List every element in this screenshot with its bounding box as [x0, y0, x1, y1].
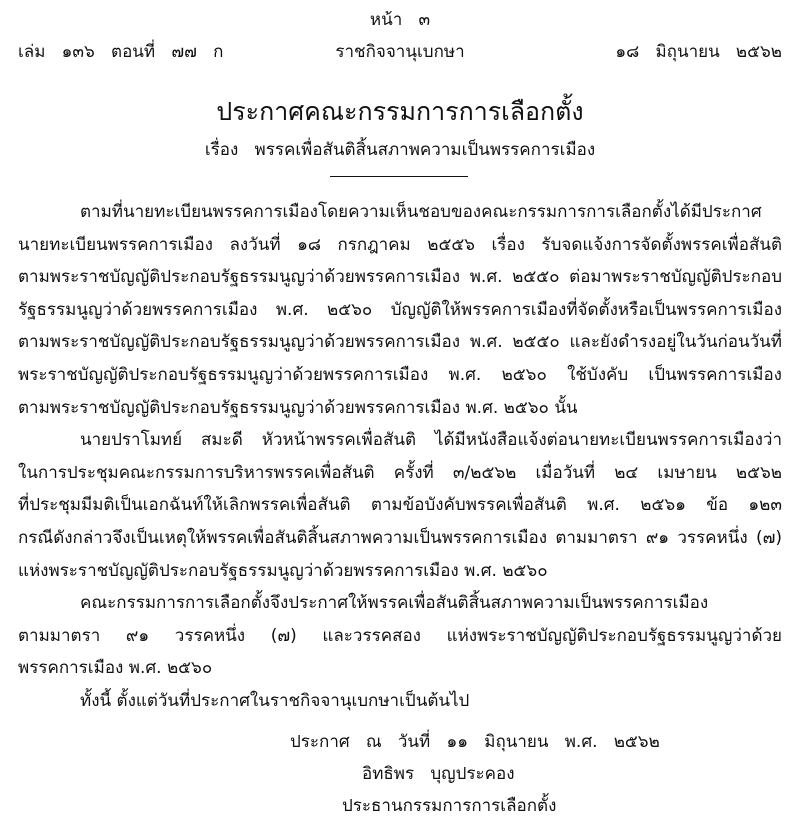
body-line: กรณีดังกล่าวจึงเป็นเหตุให้พรรคเพื่อสันติสิ้นสภาพความเป็นพรรคการเมือง ตามมาตรา ๙๑ วรรคหนึ่ง (๗) [18, 527, 782, 548]
body-line: ตามพระราชบัญญัติประกอบรัฐธรรมนูญว่าด้วยพรรคการเมือง พ.ศ. ๒๕๖๐ นั้น [18, 397, 578, 418]
announcement-subject: เรื่อง พรรคเพื่อสันติสิ้นสภาพความเป็นพรรคการเมือง [204, 140, 596, 160]
body-line: ตามพระราชบัญญัติประกอบรัฐธรรมนูญว่าด้วยพรรคการเมือง พ.ศ. ๒๕๕๐ และยังดำรงอยู่ในวันก่อนวันที่ [18, 332, 782, 353]
body-line: คณะกรรมการการเลือกตั้งจึงประกาศให้พรรคเพื่อสันติสิ้นสภาพความเป็นพรรคการเมือง [80, 593, 709, 614]
announcement-body [18, 196, 782, 718]
body-line: ที่ประชุมมีมติเป็นเอกฉันท์ให้เลิกพรรคเพื่อสันติ ตามข้อบังคับพรรคเพื่อสันติ พ.ศ. ๒๕๖๑ ข้อ ๑๒๓ [18, 495, 782, 516]
body-line: แห่งพระราชบัญญัติประกอบรัฐธรรมนูญว่าด้วยพรรคการเมือง พ.ศ. ๒๕๖๐ [18, 560, 548, 581]
body-line: พระราชบัญญัติประกอบรัฐธรรมนูญว่าด้วยพรรคการเมือง พ.ศ. ๒๕๖๐ ใช้บังคับ เป็นพรรคการเมือง [18, 364, 782, 385]
body-line: นายทะเบียนพรรคการเมือง ลงวันที่ ๑๘ กรกฎาคม ๒๕๕๖ เรื่อง รับจดแจ้งการจัดตั้งพรรคเพื่อสันติ [18, 234, 782, 255]
publication-date: ๑๘ มิถุนายน ๒๕๖๒ [615, 42, 782, 62]
body-line: ตามมาตรา ๙๑ วรรคหนึ่ง (๗) และวรรคสอง แห่งพระราชบัญญัติประกอบรัฐธรรมนูญว่าด้วย [18, 625, 782, 646]
body-line: ตามที่นายทะเบียนพรรคการเมืองโดยความเห็นชอบของคณะกรรมการการเลือกตั้งได้มีประกาศ [80, 202, 762, 222]
page-number: หน้า ๓ [369, 10, 431, 30]
body-line: ตามพระราชบัญญัติประกอบรัฐธรรมนูญว่าด้วยพรรคการเมือง พ.ศ. ๒๕๕๐ ต่อมาพระราชบัญญัติประกอบ [18, 267, 782, 288]
signature-block [290, 726, 690, 822]
body-line: ทั้งนี้ ตั้งแต่วันที่ประกาศในราชกิจจานุเบกษาเป็นต้นไป [80, 690, 470, 711]
title-divider [330, 176, 468, 177]
body-line: พรรคการเมือง พ.ศ. ๒๕๖๐ [18, 658, 213, 679]
announcement-title: ประกาศคณะกรรมการการเลือกตั้ง [216, 97, 584, 126]
body-line: นายปราโมทย์ สมะดี หัวหน้าพรรคเพื่อสันติ ได้มีหนังสือแจ้งต่อนายทะเบียนพรรคการเมืองว่า [80, 430, 782, 451]
volume-issue: เล่ม ๑๓๖ ตอนที่ ๗๗ ก [18, 42, 224, 62]
body-line: ในการประชุมคณะกรรมการบริหารพรรคเพื่อสันติ ครั้งที่ ๓/๒๕๖๒ เมื่อวันที่ ๒๔ เมษายน ๒๕๖๒ [18, 462, 782, 483]
gazette-header [18, 38, 782, 64]
signatory-position: ประธานกรรมการการเลือกตั้ง [342, 796, 557, 816]
body-line: รัฐธรรมนูญว่าด้วยพรรคการเมือง พ.ศ. ๒๕๖๐ บัญญัติให้พรรคการเมืองที่จัดตั้งหรือเป็นพรรคการเมือง [18, 299, 782, 320]
signatory-name: อิทธิพร บุญประคอง [362, 764, 515, 784]
announcement-date: ประกาศ ณ วันที่ ๑๑ มิถุนายน พ.ศ. ๒๕๖๒ [290, 732, 660, 752]
gazette-name: ราชกิจจานุเบกษา [335, 42, 465, 62]
